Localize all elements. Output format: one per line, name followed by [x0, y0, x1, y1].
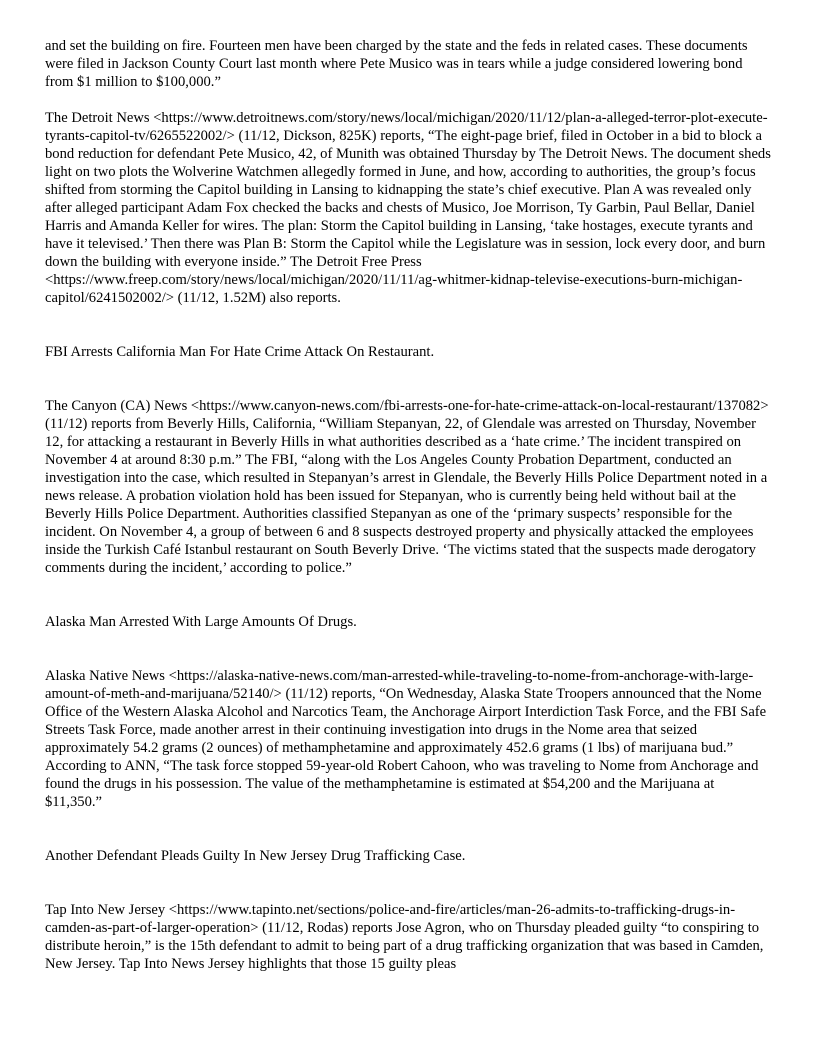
paragraph-alaska-native-news: Alaska Native News <https://alaska-native-news.com/man-arrested-while-traveling-to-nome-from-anchorage-with-large-amount-of-meth-and-marijuana/52140/> (11/12) reports, “On Wednesday, Alaska State Troopers announced that the Nome Office of the Western Alaska Alcohol and Narcotics Team, the Anchorage Airport Interdiction Task Force, and the FBI Safe Streets Task Force, made another arrest in their continuing investigation into drugs in the Nome area that seized approximately 54.2 grams (2 ounces) of methamphetamine and approximately 452.6 grams (1 lbs) of marijuana bud.” According to ANN, “The task force stopped 59-year-old Robert Cahoon, who was traveling to Nome from Anchorage and found the drugs in his possession. The value of the methamphetamine is estimated at $54,200 and the Marijuana at $11,350.”: [45, 668, 767, 810]
paragraph-tap-into-new-jersey: Tap Into New Jersey <https://www.tapinto.net/sections/police-and-fire/articles/man-26-admits-to-trafficking-drugs-in-camden-as-part-of-larger-operation> (11/12, Rodas) reports Jose Agron, who on Thursday pleaded guilty “to conspiring to distribute heroin,” is the 15th defendant to admit to being part of a drug trafficking organization that was based in Camden, New Jersey. Tap Into News Jersey highlights that those 15 guilty pleas: [45, 902, 764, 972]
paragraph-bond-hearing: and set the building on fire. Fourteen men have been charged by the state and the feds in related cases. These documents were filed in Jackson County Court last month where Pete Musico was in tears while a judge considered lowering bond from $1 million to $100,000.”: [45, 38, 748, 90]
spacer: [45, 631, 773, 667]
spacer: [45, 91, 773, 109]
spacer: [45, 577, 773, 613]
spacer: [45, 361, 773, 397]
headline-alaska-drugs: Alaska Man Arrested With Large Amounts Of Drugs.: [45, 614, 357, 630]
headline-new-jersey-drug-case: Another Defendant Pleads Guilty In New Jersey Drug Trafficking Case.: [45, 848, 466, 864]
paragraph-canyon-news: The Canyon (CA) News <https://www.canyon-news.com/fbi-arrests-one-for-hate-crime-attack-on-local-restaurant/137082> (11/12) reports from Beverly Hills, California, “William Stepanyan, 22, of Glendale was arrested on Thursday, November 12, for attacking a restaurant in Beverly Hills in what authorities described as a ‘hate crime.’ The incident transpired on November 4 at around 8:30 p.m.” The FBI, “along with the Los Angeles County Probation Department, conducted an investigation into the case, which resulted in Stepanyan’s arrest in Glendale, the Beverly Hills Police Department noted in a news release. A probation violation hold has been issued for Stepanyan, who is currently being held without bail at the Beverly Hills Police Department. Authorities classified Stepanyan as one of the ‘primary suspects’ responsible for the incident. On November 4, a group of between 6 and 8 suspects destroyed property and physically attacked the employees inside the Turkish Café Istanbul restaurant on South Beverly Drive. ‘The victims stated that the suspects made derogatory comments during the incident,’ according to police.”: [45, 398, 769, 576]
spacer: [45, 865, 773, 901]
paragraph-detroit-news: The Detroit News <https://www.detroitnews.com/story/news/local/michigan/2020/11/12/plan-a-alleged-terror-plot-execute-tyrants-capitol-tv/6265522002/> (11/12, Dickson, 825K) reports, “The eight-page brief, filed in October in a bid to block a bond reduction for defendant Pete Musico, 42, of Munith was obtained Thursday by The Detroit News. The document sheds light on two plots the Wolverine Watchmen allegedly formed in June, and how, according to authorities, the group’s focus shifted from storming the Capitol building in Lansing to kidnapping the state’s chief executive. Plan A was revealed only after alleged participant Adam Fox checked the backs and chests of Musico, Joe Morrison, Ty Garbin, Paul Bellar, Daniel Harris and Amanda Keller for wires. The plan: Storm the Capitol building in Lansing, ‘take hostages, execute tyrants and have it televised.’ Then there was Plan B: Storm the Capitol while the Legislature was in session, lock every door, and burn down the building with everyone inside.” The Detroit Free Press <https://www.freep.com/story/news/local/michigan/2020/11/11/ag-whitmer-kidnap-televise-executions-burn-michigan-capitol/6241502002/> (11/12, 1.52M) also reports.: [45, 110, 771, 306]
document-page: [45, 37, 773, 973]
spacer: [45, 811, 773, 847]
spacer: [45, 307, 773, 343]
headline-california-hate-crime: FBI Arrests California Man For Hate Crime Attack On Restaurant.: [45, 344, 435, 360]
